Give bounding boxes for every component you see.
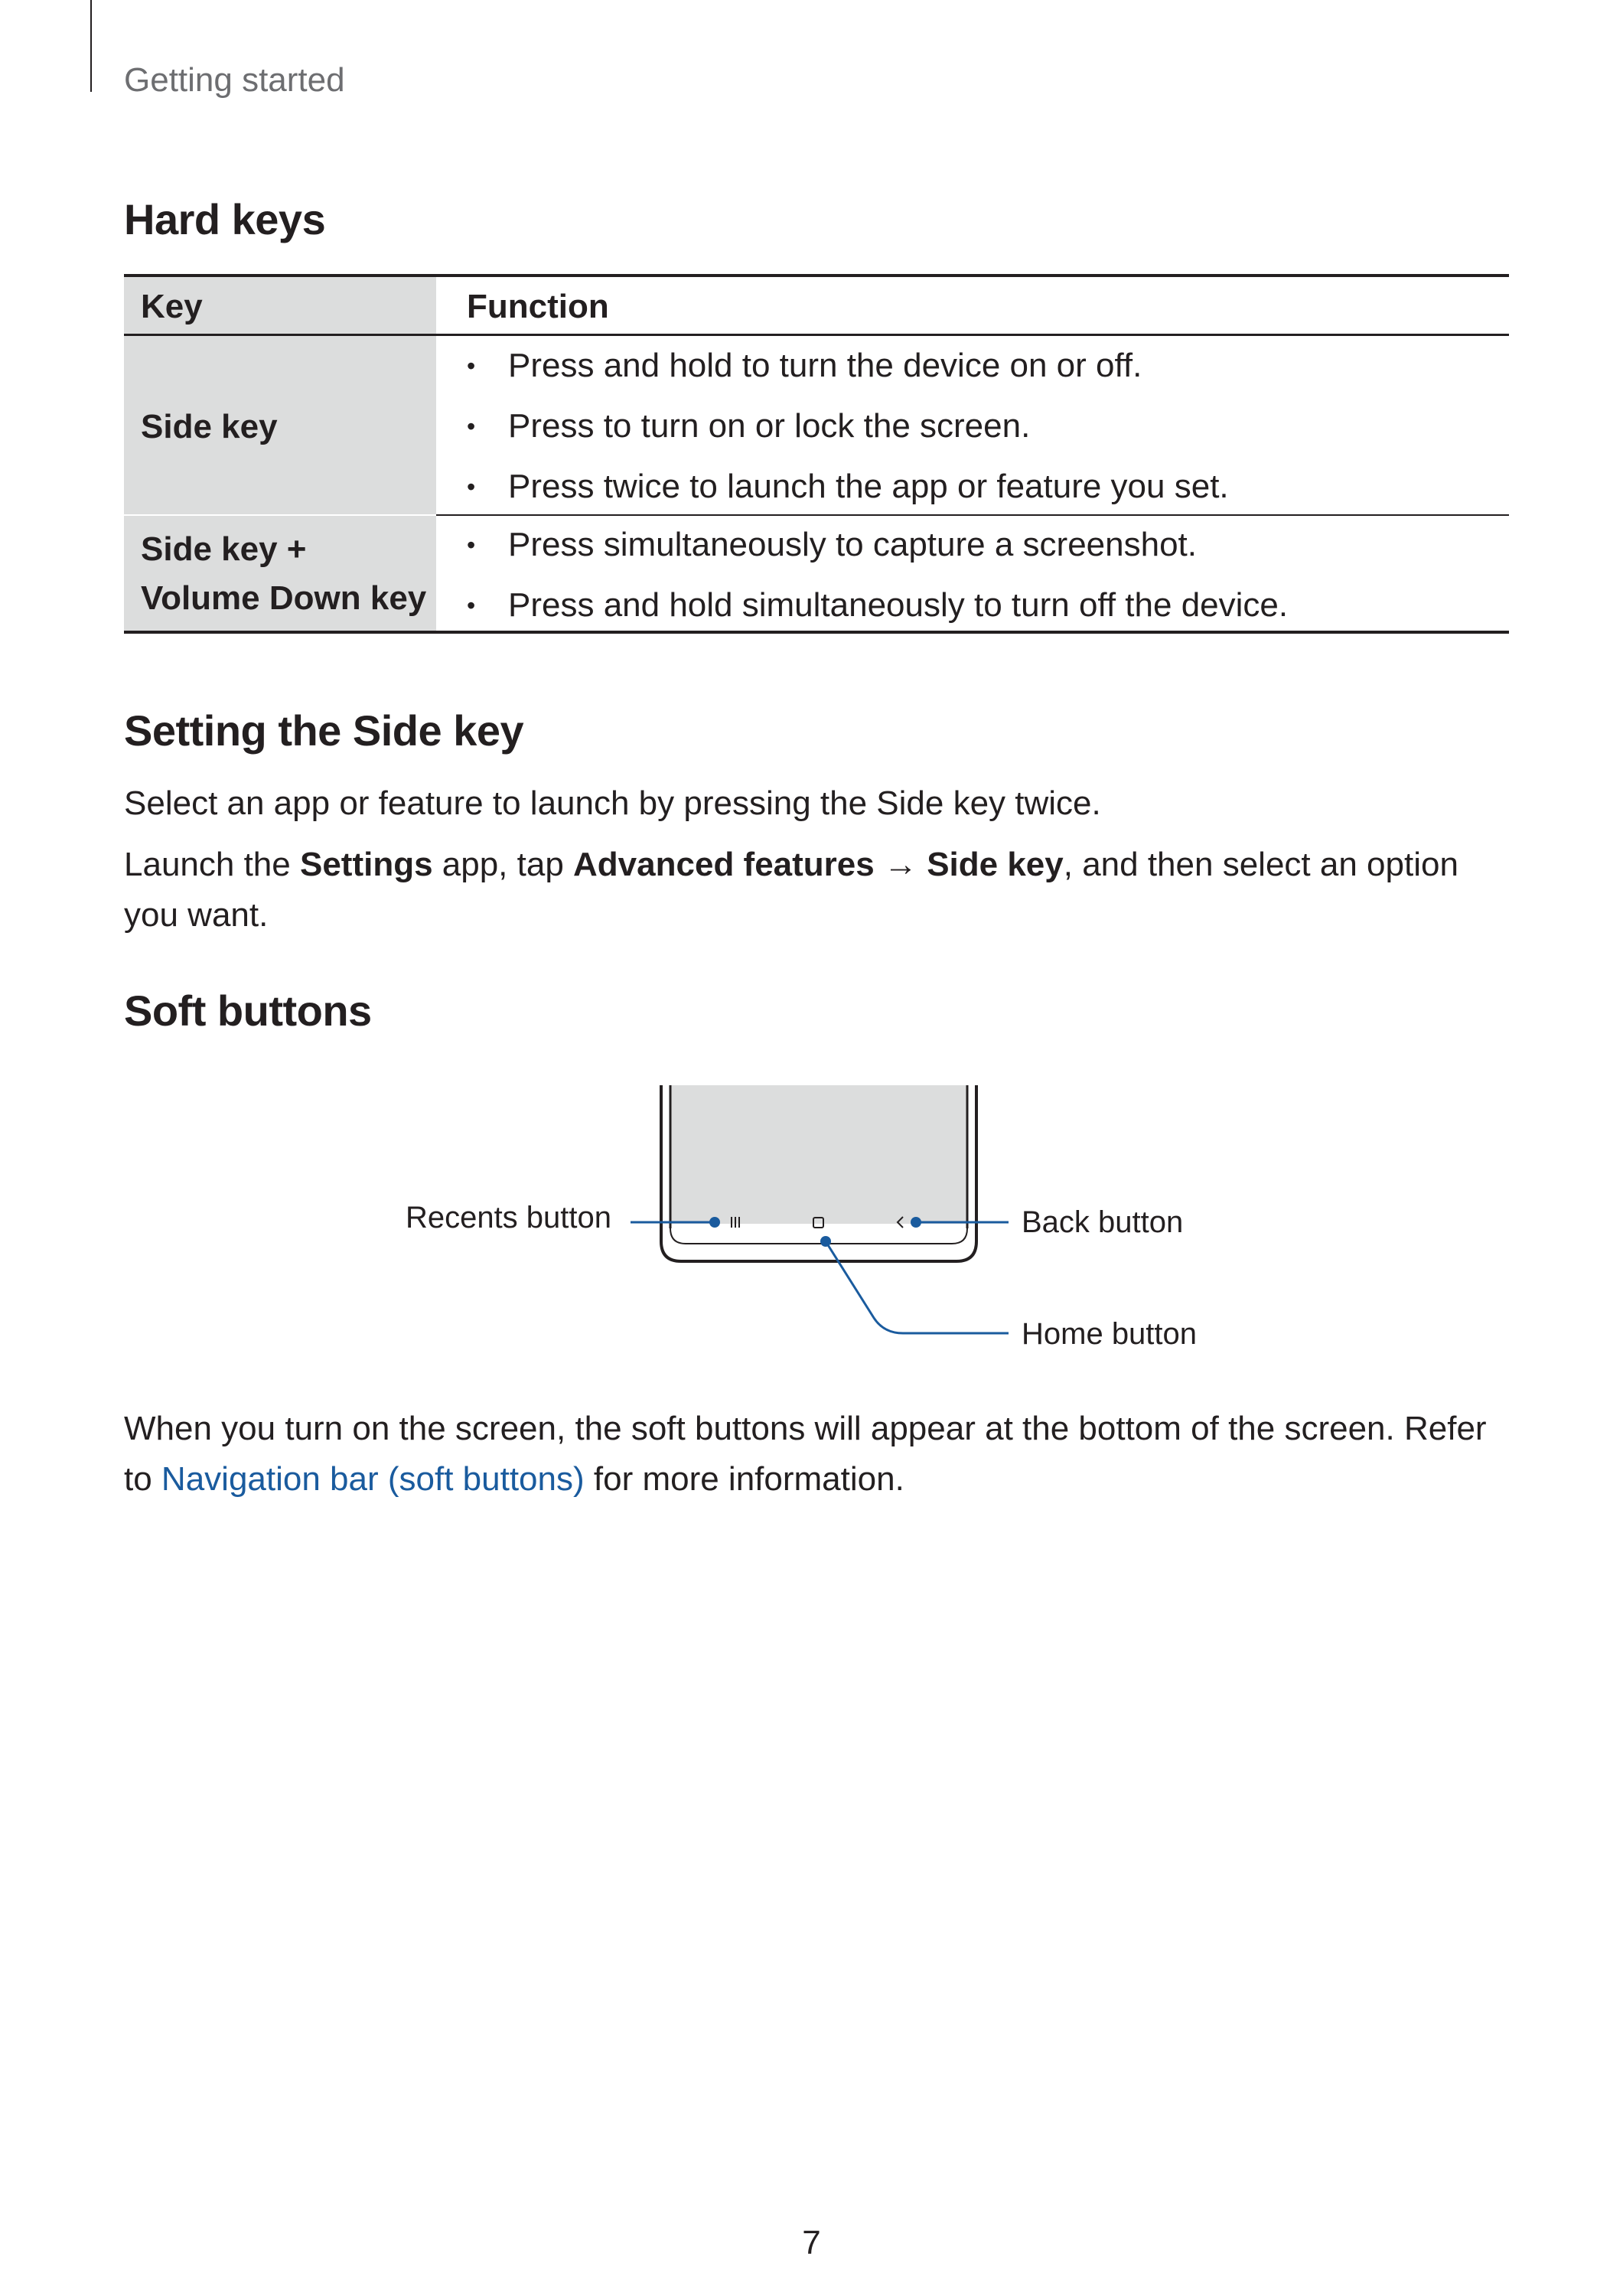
- column-header-function: Function: [467, 288, 609, 325]
- bullet-icon: •: [467, 531, 476, 559]
- advanced-features-menu: Advanced features: [573, 846, 875, 883]
- screen-bottom-edge: [670, 1228, 967, 1244]
- table-row-rule: [436, 514, 1509, 516]
- bullet-icon: •: [467, 592, 476, 619]
- section-title-soft-buttons: Soft buttons: [124, 987, 372, 1035]
- recents-callout-dot: [709, 1217, 720, 1228]
- table-top-rule: [124, 274, 1509, 277]
- back-button-label: Back button: [1022, 1205, 1184, 1239]
- bullet-icon: •: [467, 473, 476, 501]
- running-header: Getting started: [124, 61, 345, 99]
- section-title-setting-side-key: Setting the Side key: [124, 706, 524, 755]
- home-button-label: Home button: [1022, 1317, 1198, 1351]
- bullet-icon: •: [467, 352, 476, 380]
- key-volume-down-key: Volume Down key: [141, 579, 427, 617]
- soft-buttons-diagram: [0, 1071, 1623, 1378]
- table-header-rule: [124, 334, 1509, 336]
- navigation-bar-link[interactable]: Navigation bar (soft buttons): [161, 1460, 585, 1498]
- side-key-menu: Side key: [927, 846, 1064, 883]
- key-side-key-plus: Side key +: [141, 530, 307, 568]
- recents-button-label: Recents button: [405, 1201, 611, 1234]
- page-number: 7: [802, 2224, 821, 2262]
- margin-rule: [90, 0, 92, 92]
- bullet-icon: •: [467, 413, 476, 440]
- settings-app-name: Settings: [299, 846, 433, 883]
- setting-paragraph-2: Launch the Settings app, tap Advanced features → Side key, and then select an option you want.: [124, 846, 1458, 934]
- column-header-key: Key: [141, 288, 203, 325]
- table-bottom-rule: [124, 631, 1509, 634]
- key-side-key: Side key: [141, 408, 278, 445]
- home-callout-dot: [820, 1236, 831, 1247]
- phone-screen: [670, 1085, 967, 1224]
- soft-buttons-paragraph: When you turn on the screen, the soft buttons will appear at the bottom of the screen. Refer to Navigation bar (soft buttons) for more information.: [124, 1410, 1487, 1498]
- back-callout-dot: [911, 1217, 921, 1228]
- section-title-hard-keys: Hard keys: [124, 195, 326, 243]
- setting-paragraph-1: Select an app or feature to launch by pressing the Side key twice.: [124, 784, 1101, 822]
- home-callout-line: [826, 1241, 1009, 1333]
